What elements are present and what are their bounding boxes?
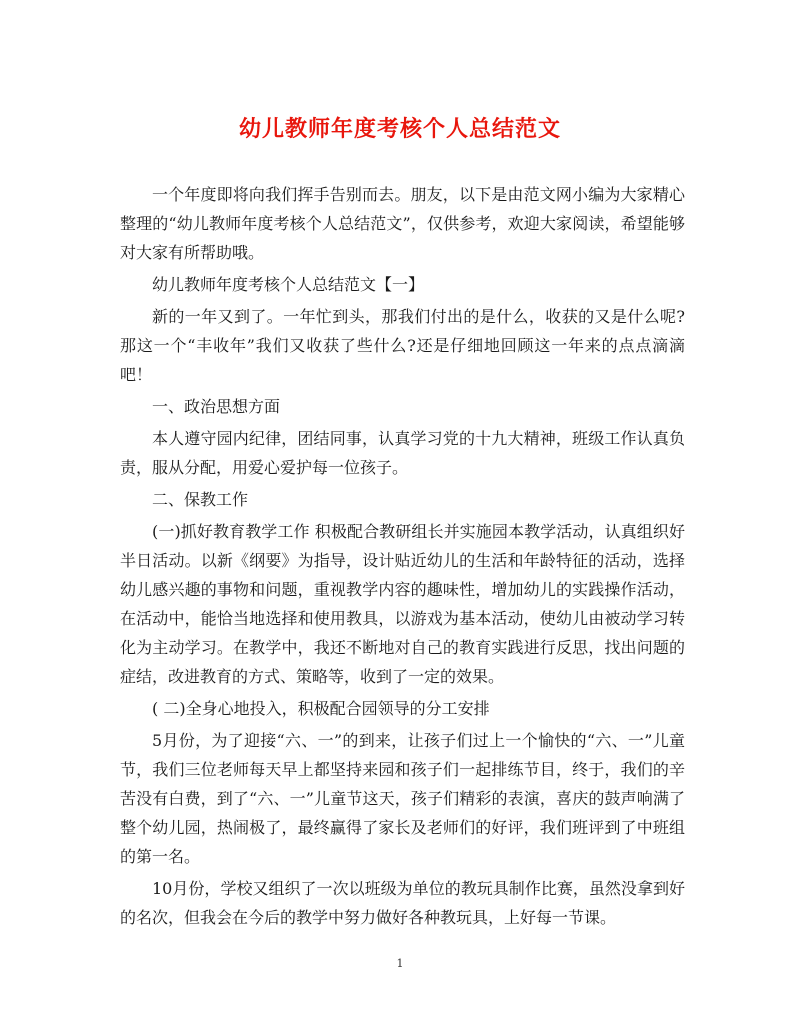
opening-paragraph: 新的一年又到了。一年忙到头，那我们付出的是什么，收获的又是什么呢?那这一个“丰收年”我们又收获了些什么?还是仔细地回顾这一年来的点点滴滴吧！ <box>120 307 685 384</box>
teaching-work-paragraph: (一)抓好教育教学工作 积极配合教研组长并实施园本教学活动，认真组织好半日活动。以新《纲要》为指导，设计贴近幼儿的生活和年龄特征的活动，选择幼儿感兴趣的事物和问题，重视教学内容的趣味性，增加幼儿的实践操作活动，在活动中，能恰当地选择和使用教具，以游戏为基本活动，使幼儿由被动学习转化为主动学习。在教学中，我还不断地对自己的教育实践进行反思，找出问题的症结，改进教育的方式、策略等，收到了一定的效果。 <box>120 522 685 686</box>
document-body <box>120 180 685 935</box>
section-heading-part-one: 幼儿教师年度考核个人总结范文【一】 <box>152 275 425 294</box>
document-title: 幼儿教师年度考核个人总结范文 <box>238 116 561 142</box>
october-paragraph: 10月份，学校又组织了一次以班级为单位的教玩具制作比赛，虽然没拿到好的名次，但我会在今后的教学中努力做好各种教玩具，上好每一节课。 <box>120 879 685 927</box>
political-paragraph: 本人遵守园内纪律，团结同事，认真学习党的十九大精神，班级工作认真负责，服从分配，用爱心爱护每一位孩子。 <box>120 429 685 477</box>
intro-paragraph: 一个年度即将向我们挥手告别而去。朋友，以下是由范文网小编为大家精心整理的“幼儿教师年度考核个人总结范文”，仅供参考，欢迎大家阅读，希望能够对大家有所帮助哦。 <box>120 185 685 262</box>
page-number: 1 <box>396 957 404 970</box>
subsection-heading-dedication: ( 二)全身心地投入，积极配合园领导的分工安排 <box>152 699 490 718</box>
section-heading-care-education: 二、保教工作 <box>152 490 249 509</box>
may-paragraph: 5月份，为了迎接“六、一”的到来，让孩子们过上一个愉快的“六、一”儿童节，我们三位老师每天早上都坚持来园和孩子们一起排练节目，终于，我们的辛苦没有白费，到了“六、一”儿童节这天，孩子们精彩的表演，喜庆的鼓声响满了整个幼儿园，热闹极了，最终赢得了家长及老师们的好评，我们班评到了中班组的第一名。 <box>120 731 685 866</box>
section-heading-political: 一、政治思想方面 <box>152 397 281 416</box>
